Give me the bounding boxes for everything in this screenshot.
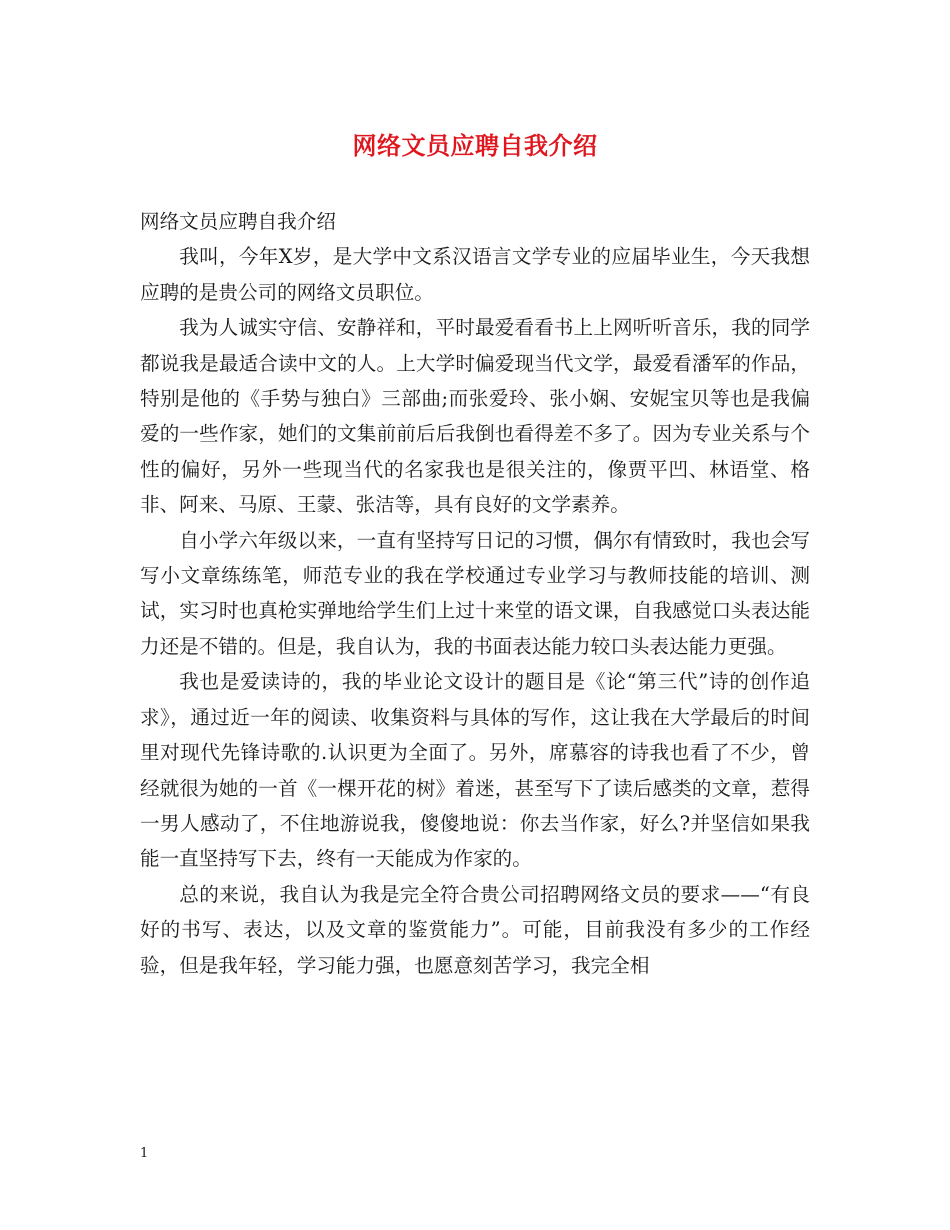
page-number: 1 xyxy=(140,1146,149,1161)
paragraph-3: 自小学六年级以来，一直有坚持写日记的习惯，偶尔有情致时，我也会写写小文章练练笔，师范专业的我在学校通过专业学习与教师技能的培训、测试，实习时也真枪实弹地给学生们上过十来堂的语文课，自我感觉口头表达能力还是不错的。但是，我自认为，我的书面表达能力较口头表达能力更强。 xyxy=(140,528,810,658)
document-title: 网络文员应聘自我介绍 xyxy=(352,131,598,160)
paragraph-5: 总的来说，我自认为我是完全符合贵公司招聘网络文员的要求——“有良好的书写、表达，以及文章的鉴赏能力”。可能，目前我没有多少的工作经验，但是我年轻，学习能力强，也愿意刻苦学习，我完全相 xyxy=(140,882,810,977)
paragraph-2: 我为人诚实守信、安静祥和，平时最爱看看书上上网听听音乐，我的同学都说我是最适合读中文的人。上大学时偏爱现当代文学，最爱看潘军的作品，特别是他的《手势与独白》三部曲;而张爱玲、张小娴、安妮宝贝等也是我偏爱的一些作家，她们的文集前前后后我倒也看得差不多了。因为专业关系与个性的偏好，另外一些现当代的名家我也是很关注的，像贾平凹、林语堂、格非、阿来、马原、王蒙、张洁等，具有良好的文学素养。 xyxy=(140,316,810,517)
document-body xyxy=(140,204,810,983)
paragraph-4: 我也是爱读诗的，我的毕业论文设计的题目是《论“第三代”诗的创作追求》，通过近一年的阅读、收集资料与具体的写作，这让我在大学最后的时间里对现代先锋诗歌的.认识更为全面了。另外，席慕容的诗我也看了不少，曾经就很为她的一首《一棵开花的树》着迷，甚至写下了读后感类的文章，惹得一男人感动了，不住地游说我，傻傻地说：你去当作家，好么?并坚信如果我能一直坚持写下去，终有一天能成为作家的。 xyxy=(140,670,810,871)
paragraph-1: 我叫，今年X岁，是大学中文系汉语言文学专业的应届毕业生，今天我想应聘的是贵公司的网络文员职位。 xyxy=(140,245,810,304)
document-subtitle: 网络文员应聘自我介绍 xyxy=(140,210,336,233)
